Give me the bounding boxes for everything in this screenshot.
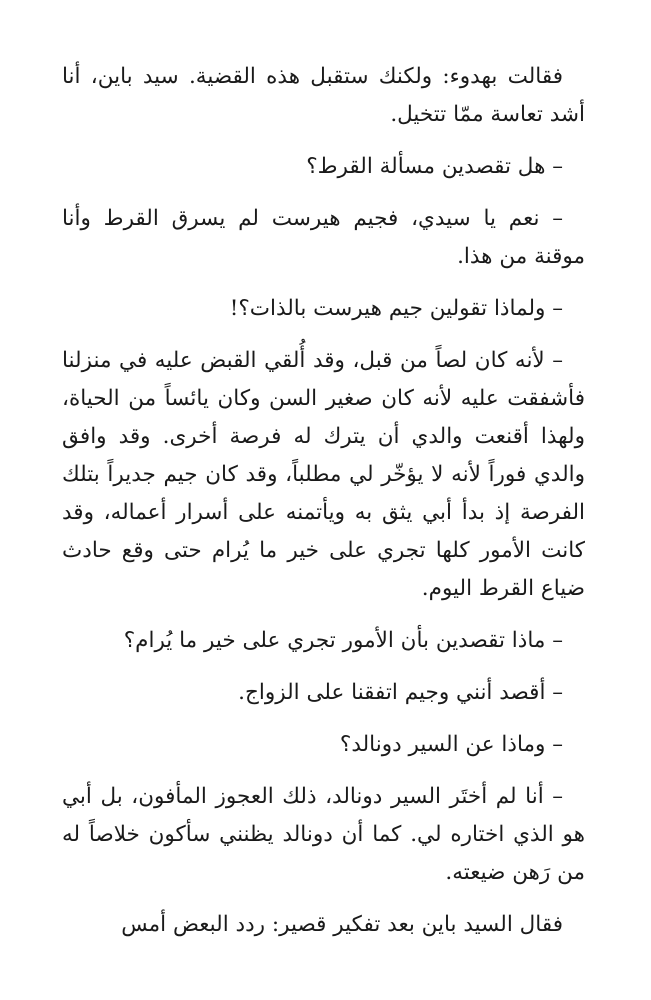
dialogue-line: – ماذا تقصدين بأن الأمور تجري على خير ما يُرام؟ bbox=[123, 628, 563, 653]
page-text bbox=[62, 58, 585, 944]
dialogue-line: – أنا لم أختَر السير دونالد، ذلك العجوز المأفون، بل أبي هو الذي اختاره لي. كما أن دونالد يظنني سأكون خلاصاً له من رَهن ضيعته. bbox=[62, 784, 585, 885]
dialogue-line: – وماذا عن السير دونالد؟ bbox=[339, 732, 563, 757]
dialogue-line: – أقصد أنني وجيم اتفقنا على الزواج. bbox=[238, 680, 563, 705]
dialogue-line: – لأنه كان لصاً من قبل، وقد أُلقي القبض عليه في منزلنا فأشفقت عليه لأنه كان صغير السن وكان يائساً من الحياة، ولهذا أقنعت والدي أن يترك له فرصة أخرى. وقد وافق والدي فوراً لأنه لا يؤخّر لي مطلباً، وقد كان جيم جديراً بتلك الفرصة إذ بدأ أبي يثق به ويأتمنه على أسرار أعماله، وقد كانت الأمور كلها تجري على خير ما يُرام حتى وقع حادث ضياع القرط اليوم. bbox=[62, 348, 585, 601]
dialogue-line: – ولماذا تقولين جيم هيرست بالذات؟! bbox=[229, 296, 563, 321]
dialogue-line: – نعم يا سيدي، فجيم هيرست لم يسرق القرط وأنا موقنة من هذا. bbox=[62, 206, 585, 269]
dialogue-line: – هل تقصدين مسألة القرط؟ bbox=[306, 154, 563, 179]
narration-paragraph: فقالت بهدوء: ولكنك ستقبل هذه القضية. سيد باين، أنا أشد تعاسة ممّا تتخيل. bbox=[62, 64, 585, 127]
narration-paragraph: فقال السيد باين بعد تفكير قصير: ردد البعض أمس bbox=[121, 912, 563, 937]
